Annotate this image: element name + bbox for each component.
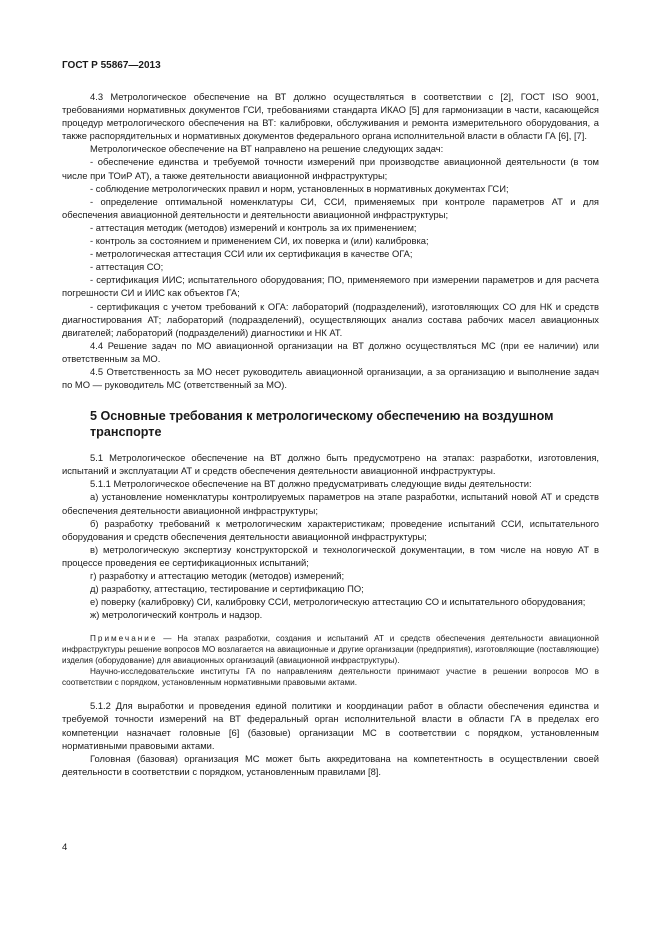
task-item: - сертификация с учетом требований к ОГА: лабораторий (подразделений), изготовляющих СО для НК и средств диагностирования АТ; лабораторий (подразделений), осуществляющих анализ состава рабочих масел авиационных двигателей; лабораторий (подразделений) диагностики и НК АТ.	[62, 300, 599, 338]
paragraph-5-1-2: 5.1.2 Для выработки и проведения единой политики и координации работ в области обеспечения единства и требуемой точности измерений на ВТ федеральный орган исполнительной власти в области ГА в пределах его компетенции назначает головные [6] (базовые) организации МС в соответствии с порядком, установленным нормативными правовыми актами.	[62, 700, 599, 751]
activity-item: д) разработку, аттестацию, тестирование и сертификацию ПО;	[90, 583, 364, 595]
task-item: - соблюдение метрологических правил и норм, установленных в нормативных документах ГСИ;	[90, 182, 509, 194]
note-label: Примечание	[90, 634, 158, 644]
page-content	[62, 90, 599, 778]
activity-item: б) разработку требований к метрологическим характеристикам; проведение испытаний ССИ, испытательного оборудования и средств обеспечения деятельности авиационной инфраструктуры;	[62, 517, 599, 542]
task-item: - сертификация ИИС; испытательного оборудования; ПО, применяемого при измерении параметров и для расчета погрешности СИ и ИИС как объектов ГА;	[62, 274, 599, 299]
task-item: - аттестация методик (методов) измерений и контроль за их применением;	[90, 221, 417, 233]
activity-item: е) поверку (калибровку) СИ, калибровку ССИ, метрологическую аттестацию СО и испытательного оборудования;	[90, 596, 586, 608]
activity-item: г) разработку и аттестацию методик (методов) измерений;	[90, 570, 345, 581]
activity-item: а) установление номенклатуры контролируемых параметров на этапе разработки, испытаний новой АТ и средств обеспечения деятельности авиационной инфраструктуры;	[62, 491, 599, 516]
paragraph-4-4: 4.4 Решение задач по МО авиационной организации на ВТ должно осуществляться МС (при ее наличии) или ответственным за МО.	[62, 339, 599, 364]
activity-item: ж) метрологический контроль и надзор.	[90, 609, 263, 621]
paragraph-4-3: 4.3 Метрологическое обеспечение на ВТ должно осуществляться в соответствии с [2], ГОСТ ISO 9001, требованиями нормативных документов ГСИ, требованиями стандарта ИКАО [5] для гармонизации в части, касающейся процедур метрологического обеспечения на ВТ: калибровки, обслуживания и ремонта измерительного оборудования, а также распорядительных и нормативных документов федерального органа исполнительной власти в области ГА [6], [7].	[62, 91, 599, 142]
note-block	[62, 633, 599, 688]
task-item: - контроль за состоянием и применением СИ, их поверка и (или) калибровка;	[90, 235, 429, 247]
paragraph-5-1: 5.1 Метрологическое обеспечение на ВТ должно быть предусмотрено на этапах: разработки, изготовления, испытаний и эксплуатации АТ и средств обеспечения деятельности авиационной инфраструктуры.	[62, 452, 599, 477]
task-item: - аттестация СО;	[90, 261, 164, 273]
paragraph-4-5: 4.5 Ответственность за МО несет руководитель авиационной организации, а за организацию и выполнение задач по МО — руководитель МС (ответственный за МО).	[62, 365, 599, 391]
tasks-intro: Метрологическое обеспечение на ВТ направлено на решение следующих задач:	[90, 143, 444, 155]
page-number: 4	[62, 842, 68, 853]
task-item: - метрологическая аттестация ССИ или их сертификация в качестве ОГА;	[90, 248, 413, 260]
task-item: - определение оптимальной номенклатуры СИ, ССИ, применяемых при контроле параметров АТ и для обеспечения авиационной деятельности и деятельности авиационной инфраструктуры;	[62, 195, 599, 220]
paragraph-final: Головная (базовая) организация МС может быть аккредитована на компетентность в осуществлении своей деятельности в соответствии с порядком, установленным правилами [8].	[62, 752, 599, 777]
task-item: - обеспечение единства и требуемой точности измерений при производстве авиационной деятельности (в том числе при ТОиР АТ), а также деятельности авиационной инфраструктуры;	[62, 156, 599, 181]
section-5-heading: 5 Основные требования к метрологическому обеспечению на воздушном транспорте	[90, 409, 554, 440]
paragraph-5-1-1: 5.1.1 Метрологическое обеспечение на ВТ должно предусматривать следующие виды деятельности:	[90, 478, 532, 490]
document-code: ГОСТ Р 55867—2013	[62, 60, 161, 71]
note-paragraph-2: Научно-исследовательские институты ГА по направлениям деятельности принимают участие в решении вопросов МО в соответствии с порядком, установленным нормативными правовыми актами.	[62, 667, 599, 688]
note-paragraph	[62, 633, 599, 666]
note-text: — На этапах разработки, создания и испытаний АТ и средств обеспечения деятельности авиационной инфраструктуры решение вопросов МО возлагается на авиационные и другие организации (предприятия), изготовляющие (поставляющие) изделия (оборудование) для авиационных организаций (авиационной инфраструктуры).	[62, 634, 599, 666]
activity-item: в) метрологическую экспертизу конструкторской и технологической документации, в том числе на новую АТ в процессе проведения ее сертификационных испытаний;	[62, 543, 599, 568]
